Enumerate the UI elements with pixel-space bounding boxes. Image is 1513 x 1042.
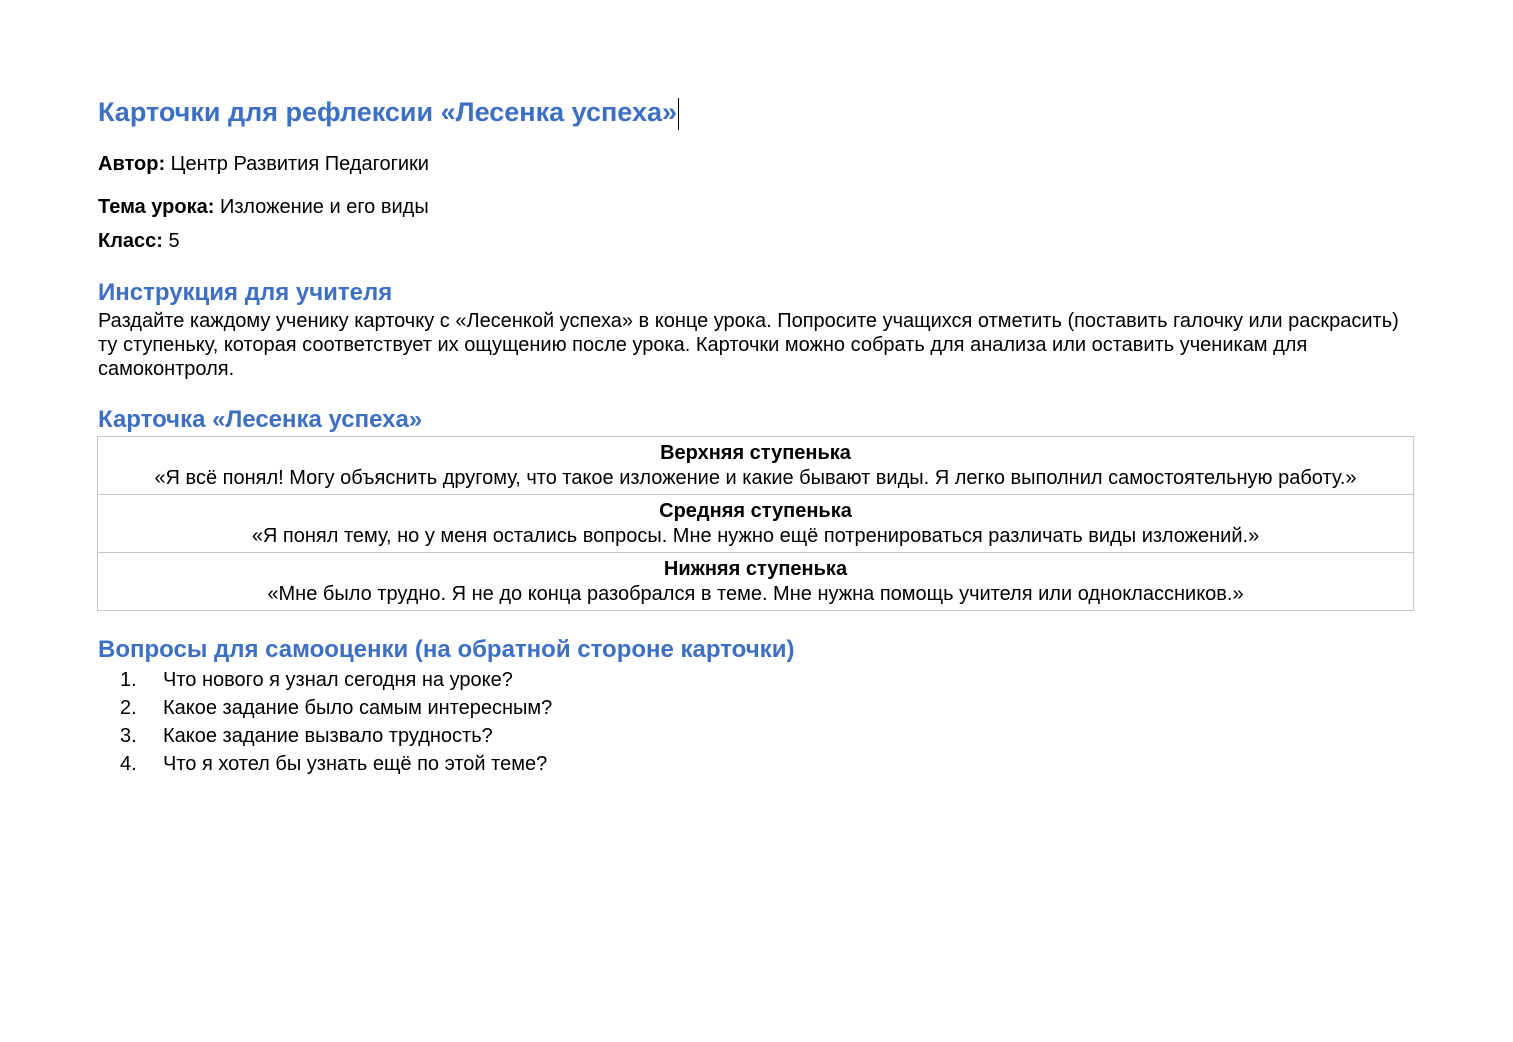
instruction-heading: Инструкция для учителя [98, 279, 393, 306]
list-item [98, 750, 1414, 778]
questions-list [98, 666, 1414, 778]
list-item [98, 694, 1414, 722]
ladder-step-top [98, 437, 1414, 495]
meta-topic-label: Тема урока: [98, 196, 215, 218]
meta-author-label: Автор: [98, 153, 166, 175]
step-title: Верхняя ступенька [660, 442, 851, 464]
document-title[interactable] [98, 94, 679, 130]
step-text: «Я понял тему, но у меня остались вопросы. Мне нужно ещё потренироваться различать виды изложений.» [251, 525, 1260, 547]
step-text: «Мне было трудно. Я не до конца разобрался в теме. Мне нужна помощь учителя или одноклассников.» [267, 583, 1244, 605]
step-text: «Я всё понял! Могу объяснить другому, что такое изложение и какие бывают виды. Я легко выполнил самостоятельную работу.» [154, 467, 1357, 489]
card-heading: Карточка «Лесенка успеха» [98, 406, 423, 433]
list-item [98, 666, 1414, 694]
document-title-text: Карточки для рефлексии «Лесенка успеха» [98, 97, 677, 127]
ladder-step-middle [98, 495, 1414, 553]
list-item-number: 3. [120, 725, 137, 747]
questions-heading: Вопросы для самооценки (на обратной стороне карточки) [98, 636, 795, 663]
list-item [98, 722, 1414, 750]
meta-author [98, 152, 1414, 176]
table-row [98, 437, 1414, 495]
ladder-table [97, 436, 1414, 611]
table-row [98, 553, 1414, 611]
ladder-step-bottom [98, 553, 1414, 611]
list-item-text: Какое задание вызвало трудность? [163, 725, 493, 747]
meta-topic-value: Изложение и его виды [219, 196, 429, 218]
list-item-text: Что нового я узнал сегодня на уроке? [163, 669, 513, 691]
list-item-text: Какое задание было самым интересным? [163, 697, 553, 719]
meta-topic [98, 195, 1414, 219]
list-item-number: 4. [120, 753, 137, 775]
meta-grade-value: 5 [168, 230, 180, 252]
meta-grade-label: Класс: [98, 230, 163, 252]
list-item-number: 1. [120, 669, 137, 691]
text-cursor [678, 98, 679, 130]
meta-grade [98, 229, 1414, 253]
step-title: Средняя ступенька [659, 500, 852, 522]
step-title: Нижняя ступенька [663, 558, 848, 580]
list-item-number: 2. [120, 697, 137, 719]
list-item-text: Что я хотел бы узнать ещё по этой теме? [163, 753, 548, 775]
table-row [98, 495, 1414, 553]
meta-author-value: Центр Развития Педагогики [170, 153, 429, 175]
instruction-text: Раздайте каждому ученику карточку с «Лесенкой успеха» в конце урока. Попросите учащихся отметить (поставить галочку или раскрасить) ту ступеньку, которая соответствует их ощущению после урока. Карточки можно собрать для анализа или оставить ученикам для самоконтроля. [98, 310, 1399, 380]
